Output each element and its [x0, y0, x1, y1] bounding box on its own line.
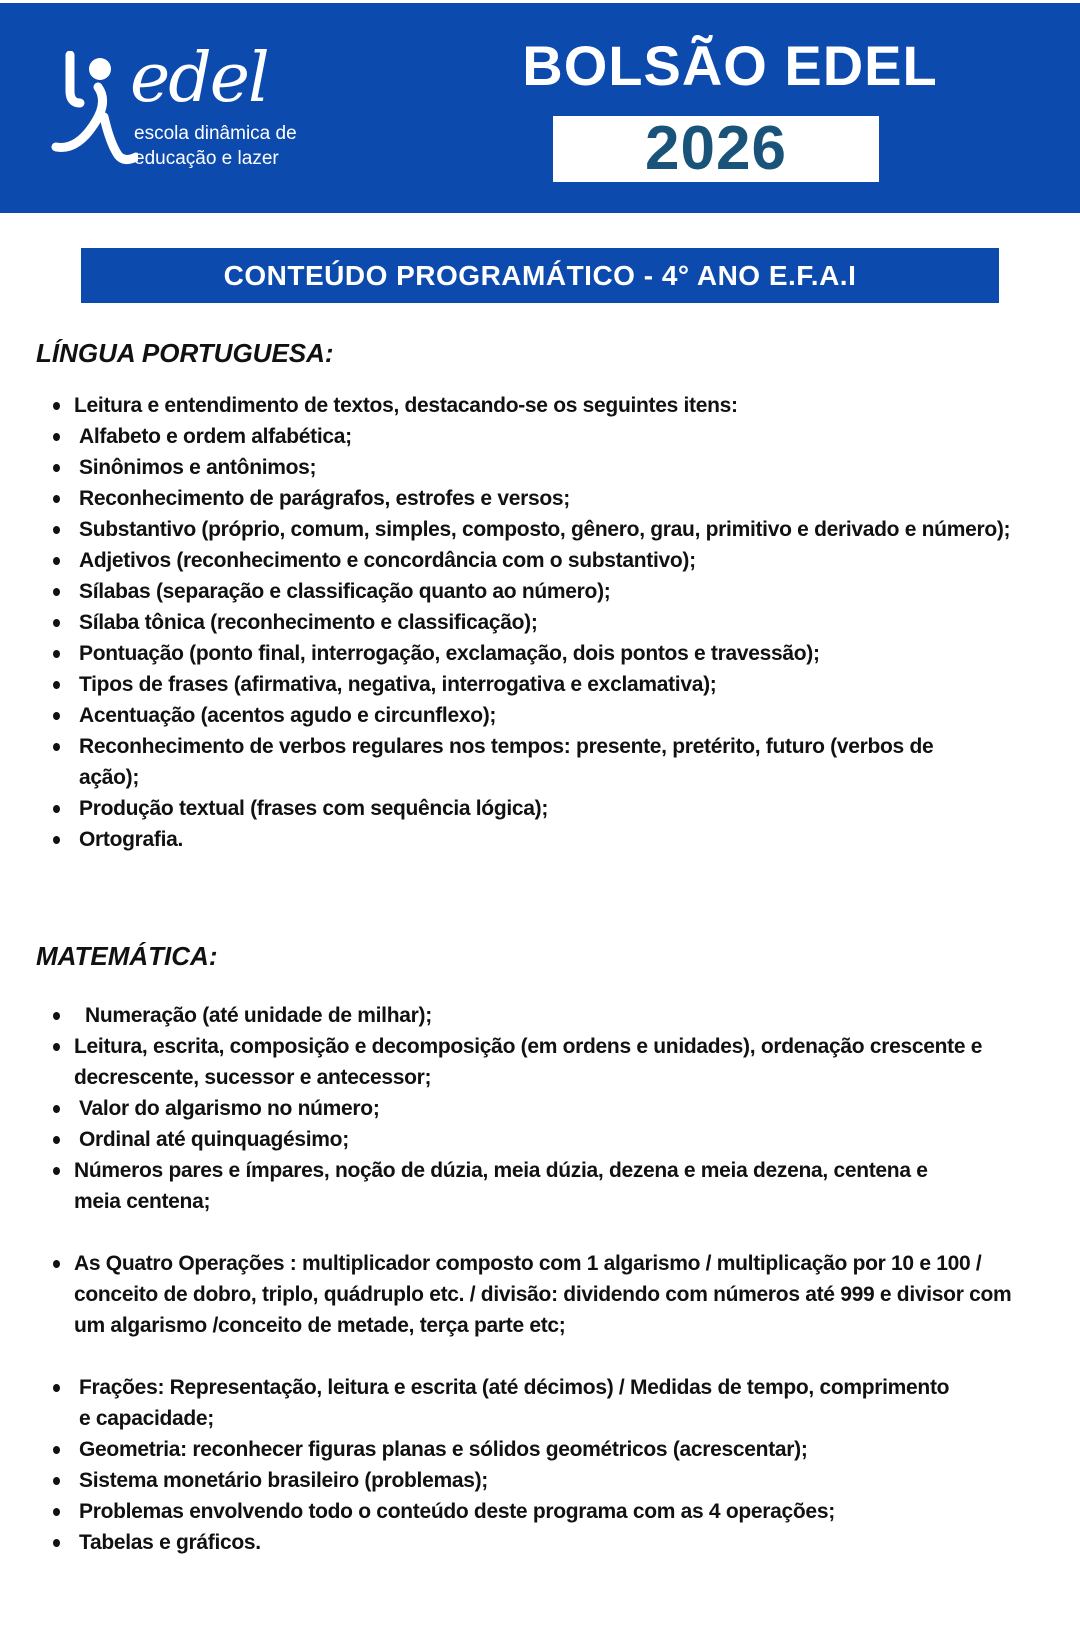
logo-tagline-line1: escola dinâmica de: [134, 123, 297, 144]
item-text: Sistema monetário brasileiro (problemas);: [79, 1469, 488, 1492]
item-text: Leitura e entendimento de textos, destacando-se os seguintes itens:: [74, 394, 738, 417]
list-item: [50, 545, 1030, 576]
item-text: Sílabas (separação e classificação quanto ao número);: [79, 580, 611, 603]
list-item: [50, 731, 954, 793]
subtitle: CONTEÚDO PROGRAMÁTICO - 4° ANO E.F.A.I: [223, 259, 857, 291]
item-text: Reconhecimento de verbos regulares nos tempos: presente, pretérito, futuro (verbos de ação);: [79, 735, 934, 789]
item-text: Alfabeto e ordem alfabética;: [79, 425, 352, 448]
list-item: [50, 1496, 1030, 1527]
list-item: [50, 1434, 1030, 1465]
logo-tagline-line2: educação e lazer: [134, 148, 279, 169]
item-text: Leitura, escrita, composição e decomposição (em ordens e unidades), ordenação crescente e decrescente, sucessor e antecessor;: [74, 1035, 983, 1089]
list-item: [50, 390, 1030, 421]
list-item: [50, 824, 1030, 855]
list-item: [50, 1031, 1014, 1093]
list-item: [50, 1124, 1030, 1155]
item-text: Ortografia.: [79, 828, 184, 851]
list-item: [50, 576, 1030, 607]
list-item: [50, 793, 1030, 824]
item-text: Tipos de frases (afirmativa, negativa, interrogativa e exclamativa);: [79, 673, 717, 696]
item-text: Reconhecimento de parágrafos, estrofes e versos;: [79, 487, 570, 510]
item-text: Valor do algarismo no número;: [79, 1097, 380, 1120]
list-item: [50, 514, 1034, 545]
list-item: [50, 1248, 1034, 1341]
item-text: As Quatro Operações : multiplicador composto com 1 algarismo / multiplicação por 10 e 100 / conceito de dobro, triplo, quádruplo etc. / divisão: dividendo com números até 999 e divisor com um algarismo /conceito de metade, terça parte etc;: [74, 1252, 1012, 1337]
list-item: [50, 607, 1030, 638]
list-matematica: [50, 1000, 1030, 1558]
list-item: [50, 483, 1030, 514]
item-text: Pontuação (ponto final, interrogação, exclamação, dois pontos e travessão);: [79, 642, 820, 665]
item-text: Tabelas e gráficos.: [79, 1531, 261, 1554]
item-text: Adjetivos (reconhecimento e concordância com o substantivo);: [79, 549, 696, 572]
list-item: [50, 1000, 1030, 1031]
list-item: [50, 1093, 1030, 1124]
edel-logo: [48, 39, 308, 176]
page-title: BOLSÃO EDEL: [522, 34, 938, 97]
year-box: [553, 116, 879, 182]
item-text: Ordinal até quinquagésimo;: [79, 1128, 349, 1151]
list-item: [50, 638, 1030, 669]
subtitle-bar: [81, 248, 999, 303]
item-text: Sílaba tônica (reconhecimento e classificação);: [79, 611, 538, 634]
spacer: [50, 1217, 1030, 1248]
item-text: Acentuação (acentos agudo e circunflexo);: [79, 704, 497, 727]
list-item: [50, 700, 1030, 731]
list-item: [50, 669, 1030, 700]
item-text: Geometria: reconhecer figuras planas e sólidos geométricos (acrescentar);: [79, 1438, 808, 1461]
year-label: 2026: [645, 114, 787, 183]
logo-wordmark: edel: [130, 39, 268, 118]
section-title-portugues: LÍNGUA PORTUGUESA:: [36, 338, 334, 368]
item-text: Produção textual (frases com sequência lógica);: [79, 797, 549, 820]
header-banner: [0, 3, 1080, 213]
list-item: [50, 421, 1030, 452]
item-text: Frações: Representação, leitura e escrita (até décimos) / Medidas de tempo, comprimento e capacidade;: [79, 1376, 950, 1430]
list-item: [50, 1527, 1030, 1558]
list-item: [50, 1155, 974, 1217]
spacer: [50, 1341, 1030, 1372]
edel-figure-icon: [48, 51, 138, 176]
item-text: Problemas envolvendo todo o conteúdo deste programa com as 4 operações;: [79, 1500, 835, 1523]
section-title-matematica: MATEMÁTICA:: [36, 941, 218, 971]
list-item: [50, 1465, 1030, 1496]
item-text: Substantivo (próprio, comum, simples, composto, gênero, grau, primitivo e derivado e número);: [79, 518, 1011, 541]
item-text: Numeração (até unidade de milhar);: [85, 1004, 432, 1027]
item-text: Sinônimos e antônimos;: [79, 456, 317, 479]
item-text: Números pares e ímpares, noção de dúzia, meia dúzia, dezena e meia dezena, centena e meia centena;: [74, 1159, 928, 1213]
list-portugues: [50, 390, 1030, 855]
list-item: [50, 452, 1030, 483]
list-item: [50, 1372, 964, 1434]
